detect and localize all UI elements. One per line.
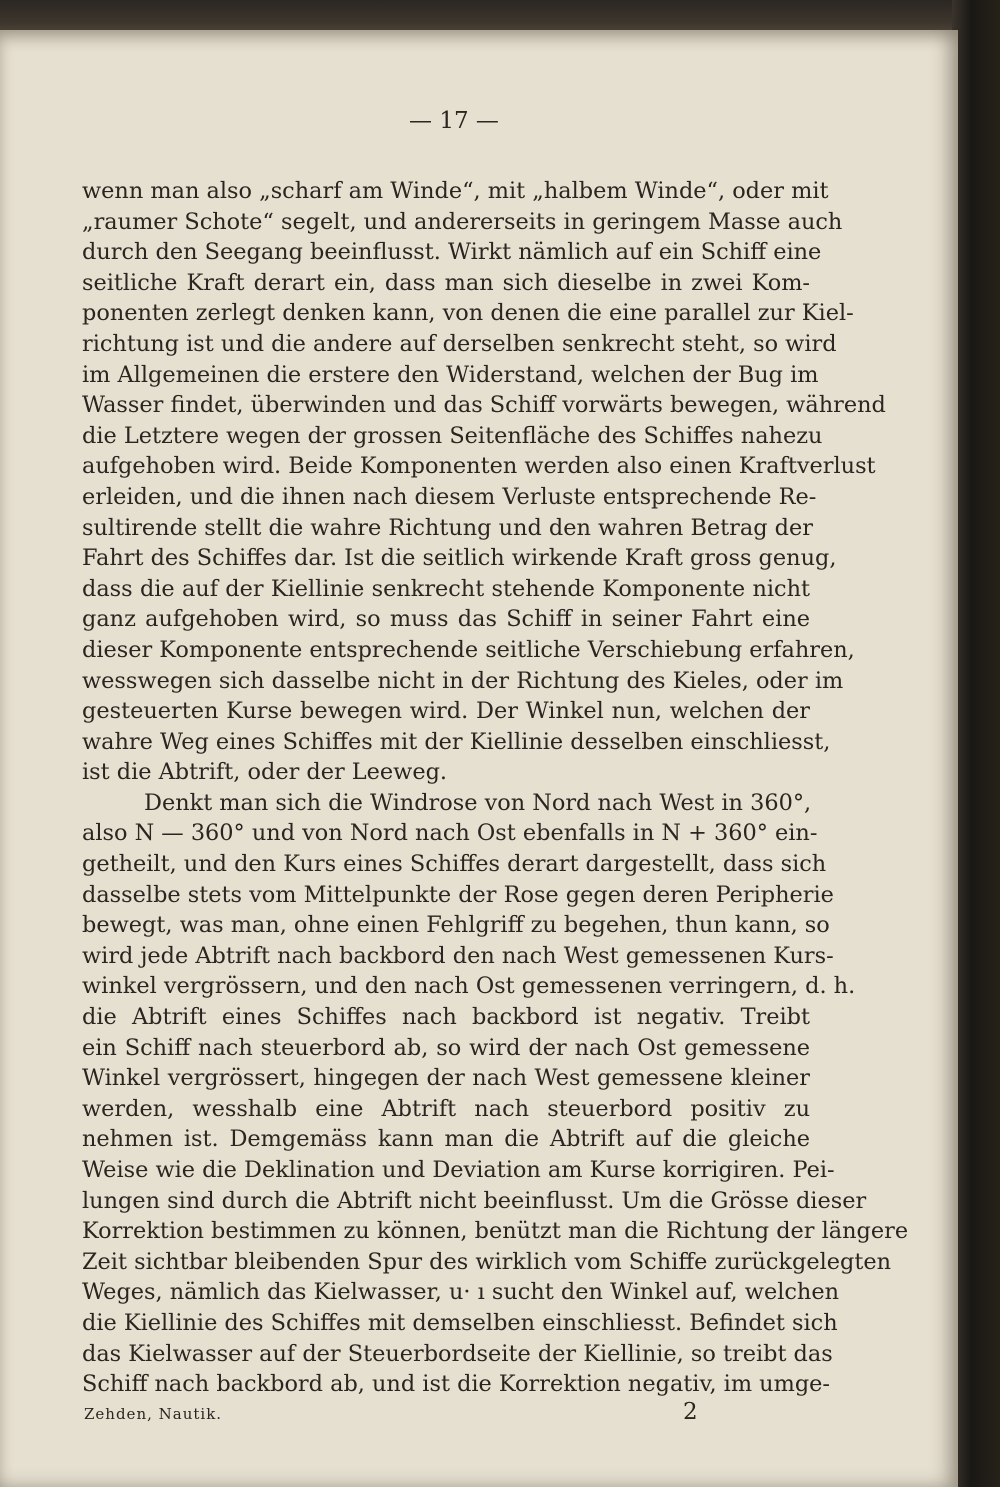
text-line: Fahrt des Schiffes dar. Ist die seitlich wirkende Kraft gross genug, <box>82 545 837 572</box>
signature-mark: Zehden, Nautik. <box>84 1405 223 1423</box>
text-line: wird jede Abtrift nach backbord den nach West gemessenen Kurs- <box>82 942 834 969</box>
text-line: dieser Komponente entsprechende seitliche Verschiebung erfahren, <box>82 636 855 663</box>
text-line: ganz aufgehoben wird, so muss das Schiff in seiner Fahrt eine <box>82 606 810 633</box>
text-line: „raumer Schote“ segelt, und andererseits in geringem Masse auch <box>82 208 843 235</box>
text-line: winkel vergrössern, und den nach Ost gemessenen verringern, d. h. <box>82 973 856 1000</box>
text-line: Denkt man sich die Windrose von Nord nach West in 360°, <box>144 789 812 816</box>
text-line: seitliche Kraft derart ein, dass man sich dieselbe in zwei Kom- <box>82 269 810 296</box>
text-line: wesswegen sich dasselbe nicht in der Richtung des Kieles, oder im <box>82 667 844 694</box>
text-line: die Abtrift eines Schiffes nach backbord ist negativ. Treibt <box>82 1004 810 1031</box>
text-line: das Kielwasser auf der Steuerbordseite der Kiellinie, so treibt das <box>82 1340 833 1367</box>
text-line: nehmen ist. Demgemäss kann man die Abtrift auf die gleiche <box>82 1126 810 1153</box>
text-line: ist die Abtrift, oder der Leeweg. <box>82 759 448 786</box>
text-line: Korrektion bestimmen zu können, benützt man die Richtung der längere <box>82 1218 909 1245</box>
text-line: aufgehoben wird. Beide Komponenten werden also einen Kraftverlust <box>82 453 876 480</box>
text-line: Wasser findet, überwinden und das Schiff vorwärts bewegen, während <box>82 392 886 419</box>
text-line: Weise wie die Deklination und Deviation am Kurse korrigiren. Pei- <box>82 1157 835 1183</box>
sheet-number: 2 <box>683 1399 698 1425</box>
text-line: also N — 360° und von Nord nach Ost ebenfalls in N + 360° ein- <box>82 820 818 847</box>
text-line: dass die auf der Kiellinie senkrecht stehende Komponente nicht <box>82 575 810 602</box>
text-line: sultirende stellt die wahre Richtung und den wahren Betrag der <box>82 514 813 541</box>
book-binding <box>952 0 1000 1487</box>
text-line: richtung ist und die andere auf derselben senkrecht steht, so wird <box>82 330 837 357</box>
text-line: im Allgemeinen die erstere den Widerstand, welchen der Bug im <box>82 361 819 388</box>
text-line: lungen sind durch die Abtrift nicht beeinflusst. Um die Grösse dieser <box>82 1187 867 1214</box>
paragraph-2 <box>82 788 909 1400</box>
text-line: bewegt, was man, ohne einen Fehlgriff zu begehen, thun kann, so <box>82 912 830 939</box>
text-line: die Letztere wegen der grossen Seitenfläche des Schiffes nahezu <box>82 422 823 449</box>
text-line: Schiff nach backbord ab, und ist die Korrektion negativ, im umge- <box>82 1371 830 1398</box>
paragraph-1 <box>82 176 886 788</box>
text-line: Weges, nämlich das Kielwasser, u· ı sucht den Winkel auf, welchen <box>82 1279 840 1306</box>
book-page <box>0 30 958 1487</box>
text-line: werden, wesshalb eine Abtrift nach steuerbord positiv zu <box>82 1095 810 1122</box>
text-line: die Kiellinie des Schiffes mit demselben einschliesst. Befindet sich <box>82 1309 838 1336</box>
text-line: wahre Weg eines Schiffes mit der Kiellinie desselben einschliesst, <box>82 728 831 755</box>
text-line: dasselbe stets vom Mittelpunkte der Rose gegen deren Peripherie <box>82 881 834 908</box>
body-text <box>82 176 909 1400</box>
text-line: durch den Seegang beeinflusst. Wirkt nämlich auf ein Schiff eine <box>82 239 822 266</box>
page-number: — 17 — <box>409 108 499 134</box>
text-line: gesteuerten Kurse bewegen wird. Der Winkel nun, welchen der <box>82 698 810 725</box>
text-line: Zeit sichtbar bleibenden Spur des wirklich vom Schiffe zurückgelegten <box>82 1248 891 1275</box>
text-line: getheilt, und den Kurs eines Schiffes derart dargestellt, dass sich <box>82 851 827 878</box>
text-line: ponenten zerlegt denken kann, von denen die eine parallel zur Kiel- <box>82 300 854 327</box>
text-line: erleiden, und die ihnen nach diesem Verluste entsprechende Re- <box>82 483 817 510</box>
text-line: ein Schiff nach steuerbord ab, so wird der nach Ost gemessene <box>82 1034 810 1061</box>
text-line: Winkel vergrössert, hingegen der nach West gemessene kleiner <box>82 1065 810 1092</box>
text-line: wenn man also „scharf am Winde“, mit „halbem Winde“, oder mit <box>82 178 829 204</box>
